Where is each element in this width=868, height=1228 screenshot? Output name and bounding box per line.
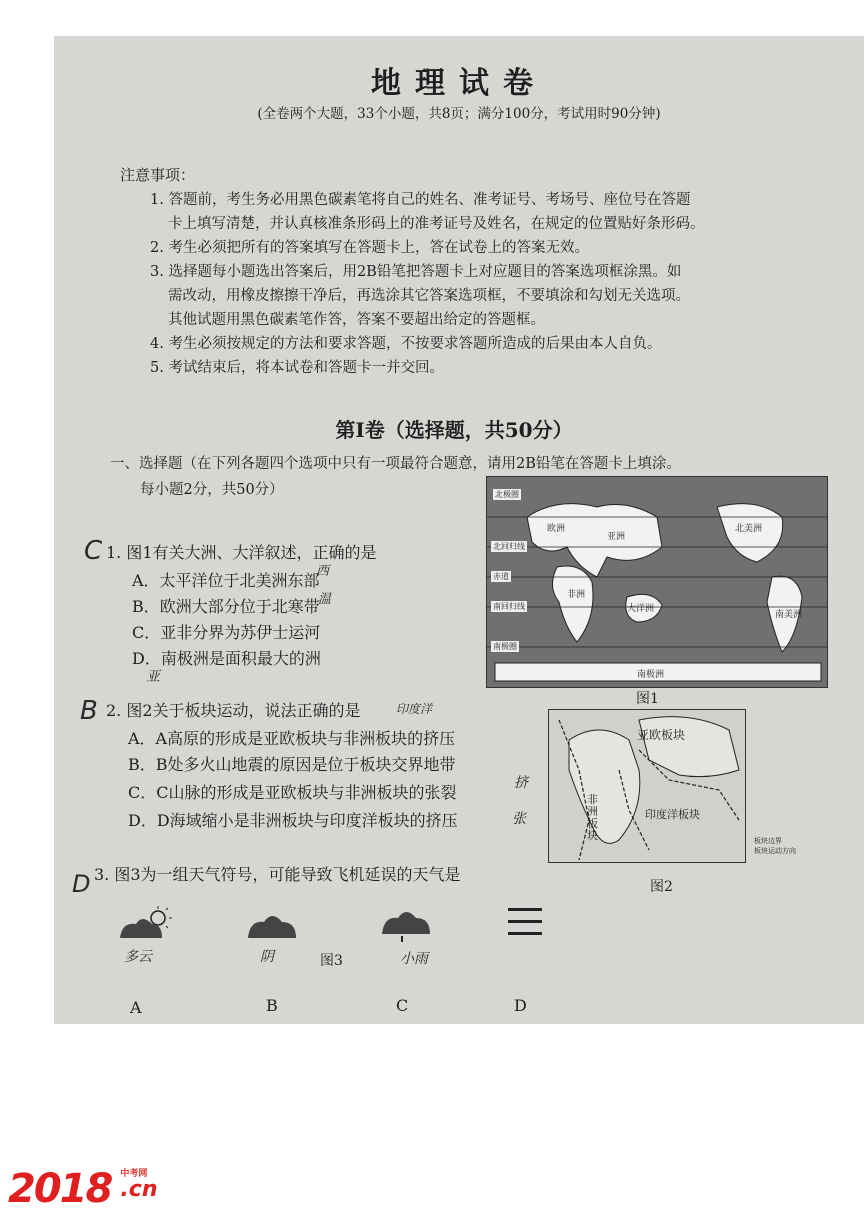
notice-item: 2. 考生必须把所有的答案填写在答题卡上，答在试卷上的答案无效。 <box>150 240 589 256</box>
handwritten-note: 张 <box>512 811 526 827</box>
legend-item: 板块运动方向 <box>754 847 796 855</box>
legend-item: 板块边界 <box>754 837 782 845</box>
map-label: 南极圈 <box>493 642 517 651</box>
watermark-small-text: 中考网 <box>120 1169 148 1179</box>
question-option: B．B处多火山地震的原因是位于板块交界地带 <box>128 755 456 774</box>
map-label: 南美洲 <box>775 610 803 620</box>
weather-note: 小雨 <box>400 951 428 967</box>
handwritten-answer: D <box>72 870 91 898</box>
map-label: 北极圈 <box>495 490 519 499</box>
map-label: 北美洲 <box>735 524 763 534</box>
handwritten-note: 印度洋 <box>396 702 433 716</box>
handwritten-note: 亚 <box>146 669 160 685</box>
map-label: 南极洲 <box>637 670 665 680</box>
weather-note: 阴 <box>260 949 274 965</box>
plate-label: 亚欧板块 <box>637 728 686 742</box>
notice-item: 3. 选择题每小题选出答案后，用2B铅笔把答题卡上对应题目的答案选项框涂黑。如 <box>150 264 682 280</box>
partly-cloudy-icon <box>116 904 176 944</box>
figure3-caption: 图3 <box>320 953 343 969</box>
notice-item: 其他试题用黑色碳素笔作答，答案不要超出给定的答题框。 <box>168 312 545 328</box>
weather-note: 多云 <box>124 949 152 965</box>
weather-option-letter: C <box>396 996 409 1015</box>
world-map-graphic <box>487 477 827 687</box>
fog-icon <box>508 906 544 940</box>
question-stem: 3. 图3为一组天气符号，可能导致飞机延误的天气是 <box>94 865 461 884</box>
map-label: 北回归线 <box>493 542 525 551</box>
weather-option-letter: B <box>266 996 278 1015</box>
plate-label: 非洲板块 <box>587 793 598 842</box>
question-option: C．C山脉的形成是亚欧板块与非洲板块的张裂 <box>128 783 457 802</box>
map-label: 赤道 <box>493 572 509 581</box>
light-rain-icon <box>380 904 434 944</box>
watermark-number: 2018 <box>8 1166 112 1212</box>
handwritten-note: 温 <box>318 592 332 607</box>
plate-label: 印度洋板块 <box>645 808 700 821</box>
map-label: 亚洲 <box>607 532 626 542</box>
map-label: 南回归线 <box>493 602 525 611</box>
question-option: D．南极洲是面积最大的洲 <box>132 649 321 668</box>
section-intro: 一、选择题（在下列各题四个选项中只有一项最符合题意，请用2B铅笔在答题卡上填涂。 <box>110 456 681 472</box>
question-option: A．A高原的形成是亚欧板块与非洲板块的挤压 <box>128 729 456 748</box>
notice-item: 需改动，用橡皮擦擦干净后，再选涂其它答案选项框，不要填涂和勾划无关选项。 <box>168 288 690 304</box>
notice-item: 4. 考生必须按规定的方法和要求答题，不按要求答题所造成的后果由本人自负。 <box>150 336 662 352</box>
section-intro: 每小题2分，共50分） <box>140 482 284 498</box>
question-option: D．D海域缩小是非洲板块与印度洋板块的挤压 <box>128 811 458 830</box>
weather-option-letter: D <box>514 996 527 1015</box>
exam-title: 地理试卷 <box>371 66 547 101</box>
weather-option-letter: A <box>130 998 142 1017</box>
exam-sheet <box>54 36 864 1024</box>
notice-item: 卡上填写清楚，并认真核准条形码上的准考证号及姓名，在规定的位置贴好条形码。 <box>168 216 705 232</box>
watermark-domain <box>120 1166 157 1201</box>
question-option: B．欧洲大部分位于北寒带 <box>132 597 320 616</box>
watermark-suffix: .cn <box>120 1177 158 1202</box>
question-stem: 1. 图1有关大洲、大洋叙述，正确的是 <box>106 543 377 562</box>
map-label: 欧洲 <box>547 524 566 534</box>
map-label: 非洲 <box>567 590 586 600</box>
overcast-icon <box>246 908 298 944</box>
question-option: C．亚非分界为苏伊士运河 <box>132 623 321 642</box>
world-map-figure <box>486 476 828 688</box>
question-option: A．太平洋位于北美洲东部 <box>132 571 320 590</box>
figure2-caption: 图2 <box>650 879 673 895</box>
plate-map-figure <box>548 709 746 863</box>
notice-heading: 注意事项： <box>120 166 196 184</box>
notice-item: 5. 考试结束后，将本试卷和答题卡一并交回。 <box>150 360 444 376</box>
figure1-caption: 图1 <box>636 691 659 707</box>
handwritten-note: 挤 <box>514 775 528 791</box>
watermark-logo <box>8 1166 157 1212</box>
handwritten-answer: B <box>80 696 98 726</box>
question-stem: 2. 图2关于板块运动，说法正确的是 <box>106 701 361 720</box>
notice-item: 1. 答题前，考生务必用黑色碳素笔将自己的姓名、准考证号、考场号、座位号在答题 <box>150 192 691 208</box>
handwritten-note: 西 <box>316 564 330 579</box>
map-label: 大洋洲 <box>627 604 655 614</box>
handwritten-answer: C <box>84 536 103 566</box>
section-title: 第Ⅰ卷（选择题，共50分） <box>335 418 573 442</box>
plate-legend <box>754 836 796 856</box>
exam-subtitle: (全卷两个大题，33个小题，共8页；满分100分，考试用时90分钟) <box>257 106 661 122</box>
